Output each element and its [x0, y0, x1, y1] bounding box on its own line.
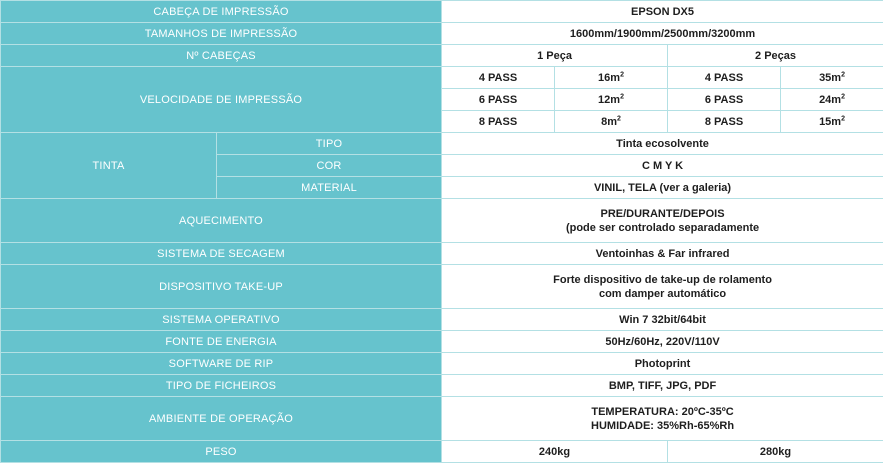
value-line: HUMIDADE: 35%Rh-65%Rh: [446, 419, 879, 433]
row-ambiente: [1, 397, 883, 441]
value-takeup: [442, 265, 883, 309]
speed-area-value: 12m: [598, 94, 620, 106]
value-peso-2: 280kg: [668, 441, 883, 463]
row-n-cabecas: [1, 45, 883, 67]
value-tamanhos: 1600mm/1900mm/2500mm/3200mm: [442, 23, 883, 45]
speed-pass: 8 PASS: [442, 111, 555, 133]
speed-pass: 6 PASS: [442, 89, 555, 111]
value-tinta-tipo: Tinta ecosolvente: [442, 133, 883, 155]
row-rip: [1, 353, 883, 375]
speed-area: [555, 111, 668, 133]
value-tinta-material: VINIL, TELA (ver a galeria): [442, 177, 883, 199]
row-cabeca: [1, 1, 883, 23]
unit-superscript: 2: [617, 115, 621, 122]
label-tinta: TINTA: [1, 133, 217, 199]
unit-superscript: 2: [841, 71, 845, 78]
label-takeup: DISPOSITIVO TAKE-UP: [1, 265, 442, 309]
value-aquecimento: [442, 199, 883, 243]
label-cor: COR: [217, 155, 442, 177]
value-energia: 50Hz/60Hz, 220V/110V: [442, 331, 883, 353]
speed-area-value: 16m: [598, 72, 620, 84]
row-tinta-tipo: [1, 133, 883, 155]
value-secagem: Ventoinhas & Far infrared: [442, 243, 883, 265]
value-cabecas-2: 2 Peças: [668, 45, 883, 67]
label-material: MATERIAL: [217, 177, 442, 199]
label-ambiente: AMBIENTE DE OPERAÇÃO: [1, 397, 442, 441]
row-secagem: [1, 243, 883, 265]
label-tipo: TIPO: [217, 133, 442, 155]
speed-area-value: 8m: [601, 116, 617, 128]
label-energia: FONTE DE ENERGIA: [1, 331, 442, 353]
row-energia: [1, 331, 883, 353]
speed-area: [781, 67, 883, 89]
row-so: [1, 309, 883, 331]
speed-area-value: 35m: [819, 72, 841, 84]
label-so: SISTEMA OPERATIVO: [1, 309, 442, 331]
speed-pass: 8 PASS: [668, 111, 781, 133]
row-ficheiros: [1, 375, 883, 397]
label-velocidade: VELOCIDADE DE IMPRESSÃO: [1, 67, 442, 133]
label-tamanhos: TAMANHOS DE IMPRESSÃO: [1, 23, 442, 45]
label-n-cabecas: Nº CABEÇAS: [1, 45, 442, 67]
value-line: com damper automático: [446, 287, 879, 301]
speed-pass: 6 PASS: [668, 89, 781, 111]
row-peso: [1, 441, 883, 463]
row-tamanhos: [1, 23, 883, 45]
value-line: (pode ser controlado separadamente: [446, 221, 879, 235]
value-peso-1: 240kg: [442, 441, 668, 463]
unit-superscript: 2: [841, 115, 845, 122]
label-cabeca: CABEÇA DE IMPRESSÃO: [1, 1, 442, 23]
speed-area: [781, 111, 883, 133]
value-cabeca: EPSON DX5: [442, 1, 883, 23]
speed-area-value: 15m: [819, 116, 841, 128]
value-ficheiros: BMP, TIFF, JPG, PDF: [442, 375, 883, 397]
speed-area: [555, 67, 668, 89]
value-line: PRE/DURANTE/DEPOIS: [446, 207, 879, 221]
value-line: TEMPERATURA: 20ºC-35ºC: [446, 405, 879, 419]
value-rip: Photoprint: [442, 353, 883, 375]
unit-superscript: 2: [620, 93, 624, 100]
label-rip: SOFTWARE DE RIP: [1, 353, 442, 375]
value-so: Win 7 32bit/64bit: [442, 309, 883, 331]
speed-area: [555, 89, 668, 111]
speed-area-value: 24m: [819, 94, 841, 106]
label-peso: PESO: [1, 441, 442, 463]
speed-pass: 4 PASS: [442, 67, 555, 89]
unit-superscript: 2: [841, 93, 845, 100]
label-secagem: SISTEMA DE SECAGEM: [1, 243, 442, 265]
value-tinta-cor: C M Y K: [442, 155, 883, 177]
label-aquecimento: AQUECIMENTO: [1, 199, 442, 243]
value-cabecas-1: 1 Peça: [442, 45, 668, 67]
speed-pass: 4 PASS: [668, 67, 781, 89]
unit-superscript: 2: [620, 71, 624, 78]
speed-area: [781, 89, 883, 111]
row-takeup: [1, 265, 883, 309]
row-velocidade: [1, 67, 883, 89]
value-line: Forte dispositivo de take-up de rolamento: [446, 273, 879, 287]
label-ficheiros: TIPO DE FICHEIROS: [1, 375, 442, 397]
row-aquecimento: [1, 199, 883, 243]
value-ambiente: [442, 397, 883, 441]
